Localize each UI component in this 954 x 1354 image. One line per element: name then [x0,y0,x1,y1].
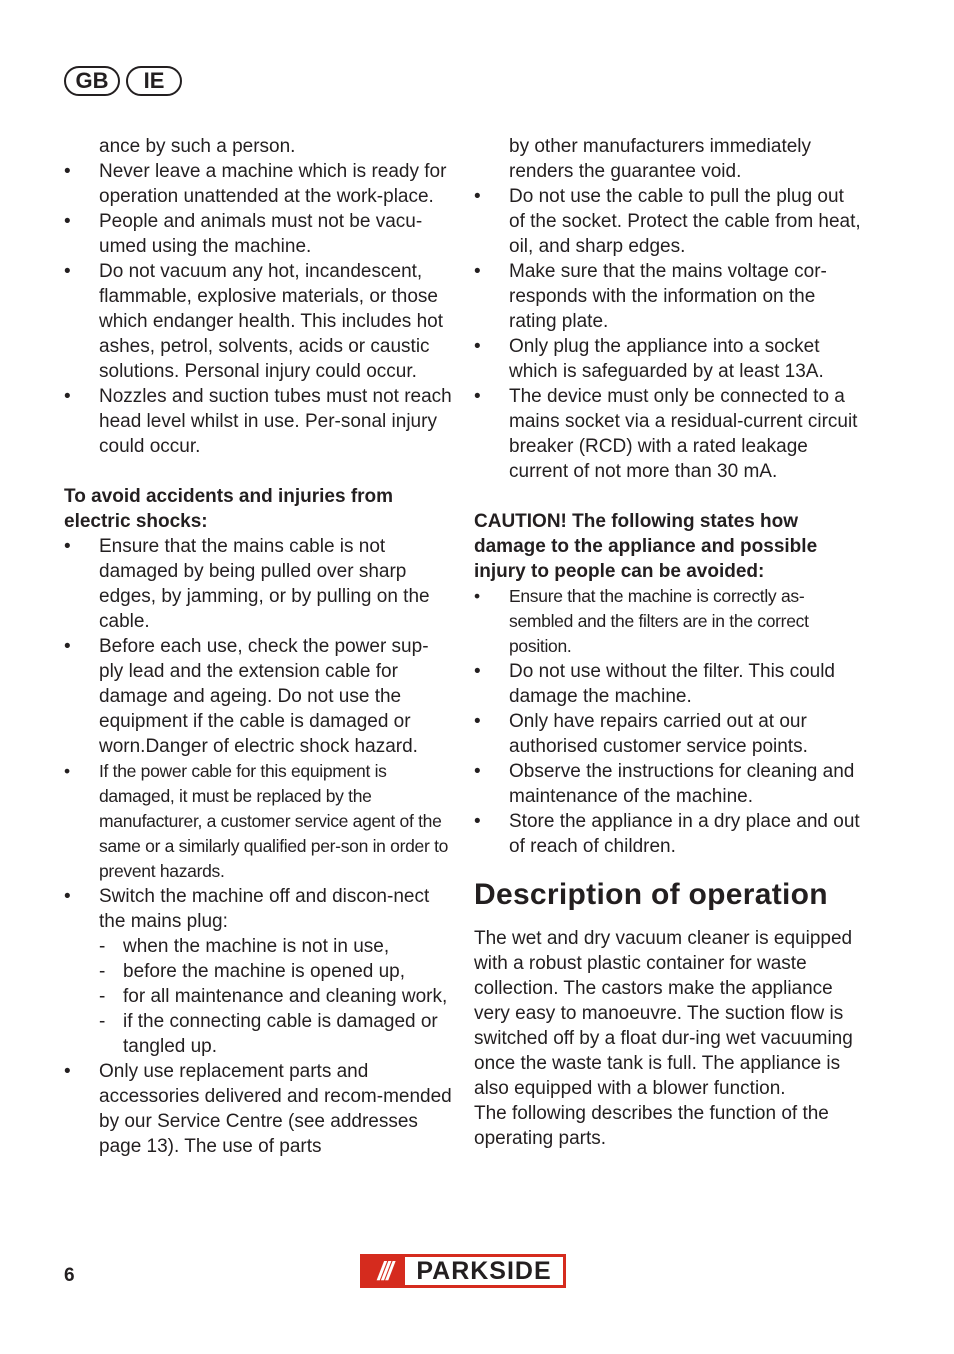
safety-list-electric [64,534,452,1159]
list-item: • People and animals must not be vacu-umed using the machine. [64,209,452,259]
sub-list-item: - for all maintenance and cleaning work, [99,984,452,1009]
safety-list-cable [474,134,864,484]
list-item: • Only have repairs carried out at our authorised customer service points. [474,709,864,759]
language-badge-ie: IE [126,66,182,96]
right-column [474,134,864,1151]
safety-list-general [64,134,452,459]
electric-shock-heading: To avoid accidents and injuries from electric shocks: [64,486,394,532]
caution-list [474,584,864,859]
list-item-continued: ance by such a person. [99,136,296,157]
language-badge-gb: GB [64,66,120,96]
list-item: • Nozzles and suction tubes must not reach head level whilst in use. Per-sonal injury could occur. [64,384,452,459]
list-item: • If the power cable for this equipment is damaged, it must be replaced by the manufacturer, a customer service agent of the same or a similarly qualified per-son in order to prevent hazards. [64,759,452,884]
list-item: • Only use replacement parts and accessories delivered and recom-mended by our Service Centre (see addresses page 13). The use of parts [64,1059,452,1159]
list-item [64,884,452,1059]
list-item: • Do not vacuum any hot, incandescent, flammable, explosive materials, or those which endanger health. This includes hot ashes, petrol, solvents, acids or caustic solutions. Personal injury could occur. [64,259,452,384]
list-item: • Observe the instructions for cleaning and maintenance of the machine. [474,759,864,809]
list-item: • Do not use without the filter. This could damage the machine. [474,659,864,709]
unplug-conditions-list [99,934,452,1059]
page-number: 6 [64,1265,75,1286]
list-item: • Do not use the cable to pull the plug out of the socket. Protect the cable from heat, oil, and sharp edges. [474,184,864,259]
list-item: • Only plug the appliance into a socket which is safeguarded by at least 13A. [474,334,864,384]
list-item: • Before each use, check the power sup-ply lead and the extension cable for damage and ageing. Do not use the equipment if the cable is damaged or worn.Danger of electric shock hazard. [64,634,452,759]
logo-slashes-icon: /// [377,1256,391,1286]
caution-heading: CAUTION! The following states how damage to the appliance and possible injury to people can be avoided: [474,511,818,582]
list-item: • Never leave a machine which is ready for operation unattended at the work-place. [64,159,452,209]
description-paragraph-2: The following describes the function of the operating parts. [474,1103,829,1149]
list-item: • Make sure that the mains voltage cor-responds with the information on the rating plate. [474,259,864,334]
parkside-logo [360,1254,566,1288]
language-badges [64,66,182,96]
list-item: • Ensure that the mains cable is not damaged by being pulled over sharp edges, by jamming, or by pulling on the cable. [64,534,452,634]
list-item-continued: by other manufacturers immediately renders the guarantee void. [509,136,812,182]
left-column [64,134,452,1159]
section-title: Description of operation [474,878,828,911]
list-item: • Store the appliance in a dry place and out of reach of children. [474,809,864,859]
sub-list-item: - before the machine is opened up, [99,959,452,984]
logo-wordmark: PARKSIDE [405,1257,563,1285]
list-item: • The device must only be connected to a mains socket via a residual-current circuit breaker (RCD) with a rated leakage current of not more than 30 mA. [474,384,864,484]
list-item-text: Switch the machine off and discon-nect the mains plug: [99,886,430,932]
description-paragraph: The wet and dry vacuum cleaner is equipped with a robust plastic container for waste collection. The castors make the appliance very easy to manoeuvre. The suction flow is switched off by a float dur-ing wet vacuuming once the waste tank is full. The appliance is also equipped with a blower function. [474,928,853,1099]
list-item: • Ensure that the machine is correctly as-sembled and the filters are in the correct position. [474,584,864,659]
sub-list-item: - when the machine is not in use, [99,934,452,959]
sub-list-item: - if the connecting cable is damaged or tangled up. [99,1009,452,1059]
